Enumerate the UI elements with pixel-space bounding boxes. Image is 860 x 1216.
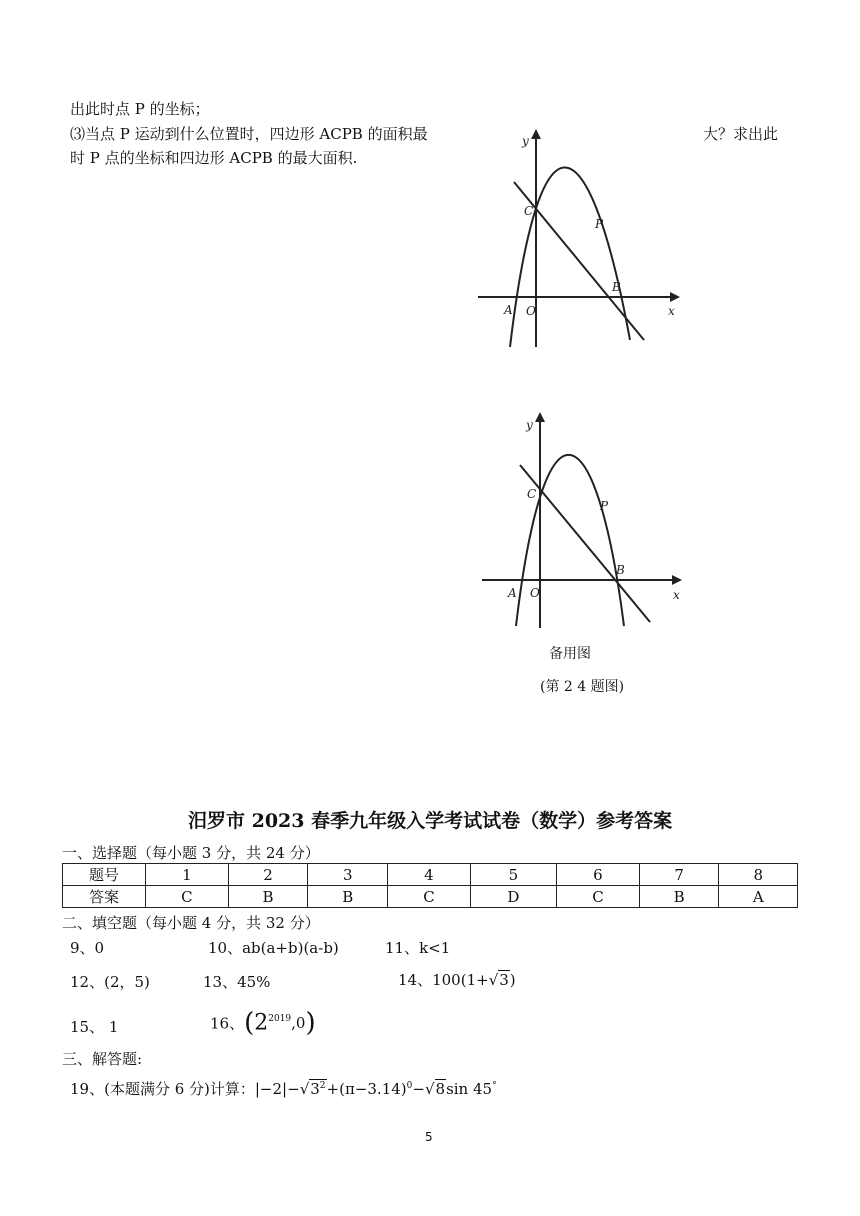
- table-cell-answer: B: [228, 886, 308, 908]
- table-row-numbers: [63, 864, 798, 886]
- q19-sqrt-1-exp: 2: [319, 1081, 326, 1091]
- table-header-label: 题号: [63, 864, 146, 886]
- q19-sqrt-1: [309, 1079, 326, 1098]
- q19-minus-2: −: [412, 1080, 425, 1098]
- sqrt-sign: √: [424, 1080, 435, 1098]
- label-b: B: [616, 563, 625, 577]
- sqrt-sign: √: [488, 971, 499, 989]
- q16-rest: ,0: [291, 1014, 306, 1032]
- label-c: C: [524, 204, 534, 218]
- answer-q9: 9、0: [70, 939, 105, 957]
- table-cell-answer: C: [388, 886, 471, 908]
- page-number: 5: [425, 1130, 433, 1144]
- table-cell-number: 5: [470, 864, 556, 886]
- answer-q16: [210, 1008, 316, 1038]
- answer-q14: [398, 969, 516, 990]
- problem-line-1: 出此时点 P 的坐标；: [70, 100, 210, 118]
- parabola-graph-backup: [472, 408, 687, 630]
- table-row-answers: [63, 886, 798, 908]
- figure-caption-number: (第 2 4 题图): [540, 679, 625, 695]
- label-y: y: [522, 134, 529, 148]
- answer-q10: 10、ab(a+b)(a-b): [208, 939, 339, 957]
- parabola-figure-backup: [472, 408, 687, 634]
- q14-prefix: 14、100(1+: [398, 971, 489, 989]
- table-cell-answer: B: [639, 886, 719, 908]
- problem-line-2: ⑶当点 P 运动到什么位置时，四边形 ACPB 的面积最: [70, 125, 428, 143]
- q19-sqrt-2-radicand: 8: [435, 1080, 446, 1098]
- table-cell-number: 1: [146, 864, 229, 886]
- section-3-heading: 三、解答题:: [62, 1050, 143, 1068]
- question-19: [70, 1078, 497, 1099]
- answer-q15: 15、 1: [70, 1018, 119, 1036]
- table-cell-answer: D: [470, 886, 556, 908]
- q16-exponent: 2019: [268, 1014, 292, 1024]
- label-o: O: [526, 304, 536, 318]
- q19-degree: °: [492, 1081, 497, 1091]
- q19-paren: (π−3.14): [339, 1080, 407, 1098]
- answer-key-title: 汨罗市 2023 春季九年级入学考试试卷（数学）参考答案: [188, 810, 673, 832]
- section-1-heading: 一、选择题（每小题 3 分，共 24 分）: [62, 844, 320, 862]
- table-cell-number: 8: [719, 864, 798, 886]
- figure-caption-backup: 备用图: [549, 646, 591, 662]
- y-axis-arrow: [531, 129, 541, 139]
- label-o: O: [530, 586, 540, 600]
- label-c: C: [527, 487, 537, 501]
- q19-minus-1: −: [287, 1080, 300, 1098]
- table-cell-number: 2: [228, 864, 308, 886]
- table-cell-answer: B: [308, 886, 388, 908]
- label-p: P: [600, 499, 609, 513]
- table-cell-answer: A: [719, 886, 798, 908]
- q19-abs: |−2|: [254, 1080, 288, 1098]
- table-cell-answer: C: [557, 886, 640, 908]
- label-p: P: [595, 217, 604, 231]
- label-y: y: [526, 418, 533, 432]
- q16-close-paren: ): [305, 1008, 316, 1038]
- answer-q13: 13、45%: [203, 973, 271, 991]
- x-axis-arrow: [672, 575, 682, 585]
- parabola-curve: [510, 168, 630, 347]
- q14-suffix: ): [509, 971, 516, 989]
- q19-paren-exp: 0: [406, 1081, 413, 1091]
- table-cell-number: 7: [639, 864, 719, 886]
- label-b: B: [612, 280, 621, 294]
- y-axis-arrow: [535, 412, 545, 422]
- table-cell-answer: C: [146, 886, 229, 908]
- answer-table: [62, 863, 798, 908]
- q19-sqrt-1-radicand: 3: [310, 1080, 320, 1098]
- parabola-figure-main: [470, 125, 685, 357]
- table-cell-number: 6: [557, 864, 640, 886]
- label-a: A: [508, 586, 517, 600]
- table-answer-label: 答案: [63, 886, 146, 908]
- q19-prefix: 19、(本题满分 6 分)计算：: [70, 1080, 255, 1098]
- label-x: x: [668, 304, 675, 318]
- answer-q12: 12、(2，5): [70, 973, 150, 991]
- answer-q11: 11、k<1: [385, 939, 451, 957]
- problem-line-3: 时 P 点的坐标和四边形 ACPB 的最大面积.: [70, 149, 358, 167]
- table-cell-number: 4: [388, 864, 471, 886]
- q14-radicand: 3: [499, 971, 509, 989]
- label-a: A: [504, 303, 513, 317]
- q16-prefix: 16、: [210, 1014, 245, 1033]
- table-cell-number: 3: [308, 864, 388, 886]
- q16-open-paren: (: [244, 1008, 255, 1038]
- label-x: x: [673, 588, 680, 602]
- q19-tail: sin 45: [446, 1080, 493, 1098]
- x-axis-arrow: [670, 292, 680, 302]
- section-2-heading: 二、填空题（每小题 4 分，共 32 分）: [62, 914, 320, 932]
- q16-base: 2: [254, 1010, 269, 1036]
- sqrt-sign: √: [299, 1080, 310, 1098]
- q19-plus: +: [326, 1080, 340, 1098]
- parabola-graph-main: [470, 125, 685, 353]
- problem-line-2-end: 大？求出此: [703, 125, 779, 143]
